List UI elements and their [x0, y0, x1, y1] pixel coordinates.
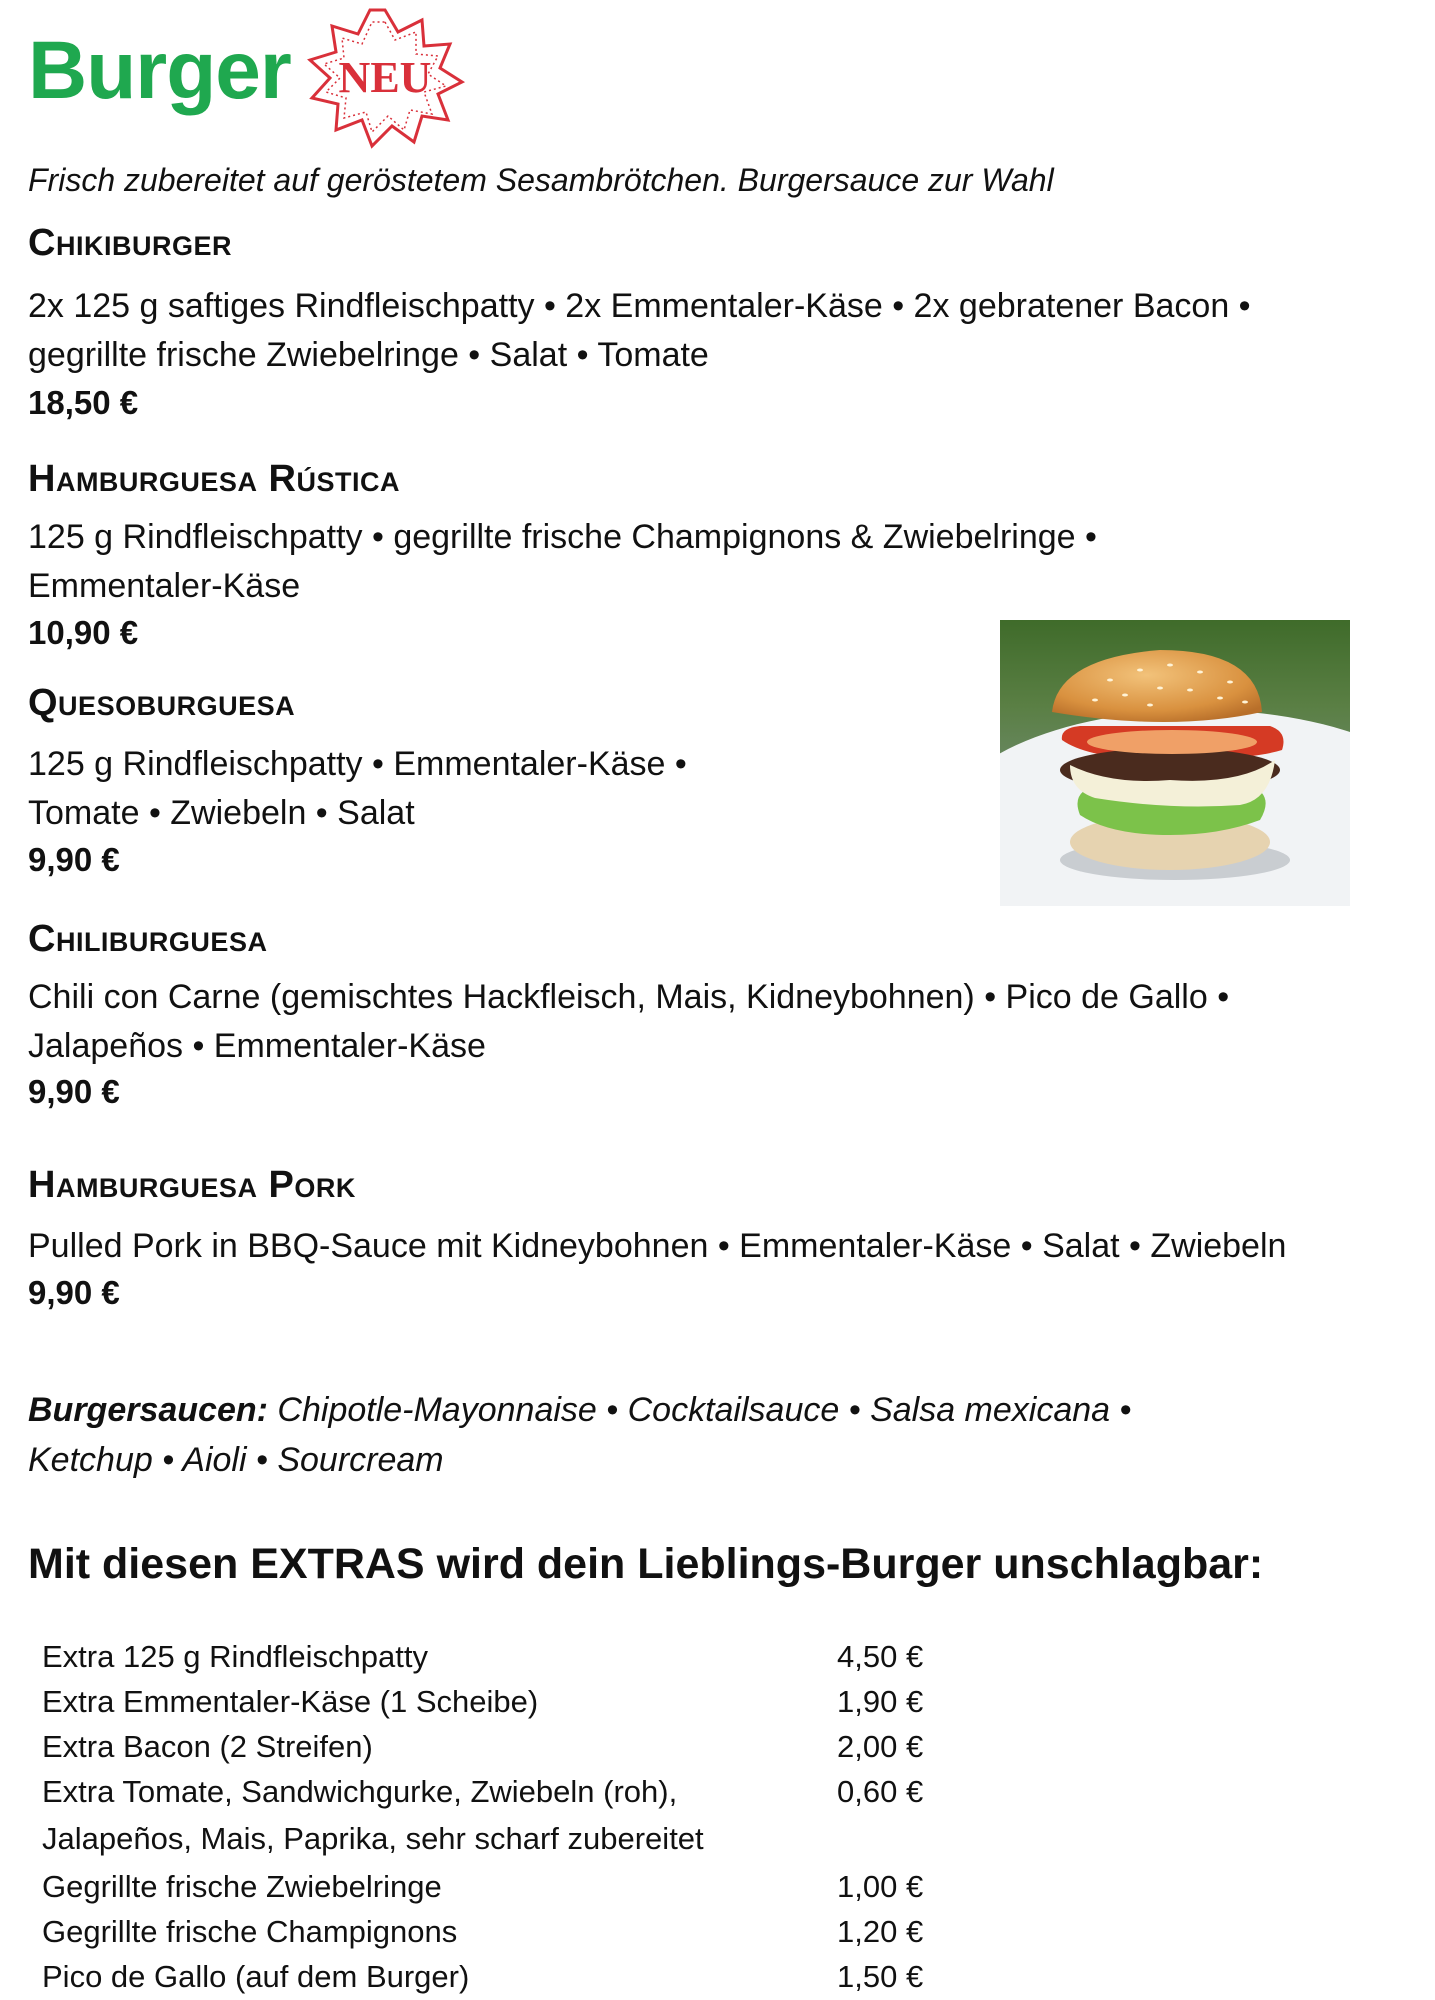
- list-item: Extra Emmentaler-Käse (1 Scheibe) 1,90 €: [42, 1684, 924, 1719]
- sauces-label: Burgersaucen:: [28, 1391, 268, 1429]
- item-name: Hamburguesa Pork: [28, 1164, 356, 1206]
- list-item: Extra Bacon (2 Streifen) 2,00 €: [42, 1729, 924, 1764]
- item-name: Chiliburguesa: [28, 918, 268, 960]
- new-badge: [300, 2, 470, 152]
- menu-subtitle: Frisch zubereitet auf geröstetem Sesambrötchen. Burgersauce zur Wahl: [28, 162, 1054, 198]
- item-price: 9,90 €: [28, 1274, 120, 1311]
- item-description: Pulled Pork in BBQ-Sauce mit Kidneybohnen • Emmentaler-Käse • Salat • Zwiebeln: [28, 1227, 1287, 1265]
- item-name: Hamburguesa Rústica: [28, 458, 400, 500]
- badge-label: NEU: [338, 52, 432, 102]
- item-price: 9,90 €: [28, 841, 120, 878]
- extras-heading: Mit diesen EXTRAS wird dein Lieblings-Burger unschlagbar:: [28, 1540, 1264, 1588]
- list-item: Gegrillte frische Zwiebelringe 1,00 €: [42, 1869, 924, 1904]
- extras-table: [42, 1634, 942, 1999]
- list-item: Jalapeños, Mais, Paprika, sehr scharf zubereitet: [42, 1821, 704, 1856]
- item-description: Chili con Carne (gemischtes Hackfleisch, Mais, Kidneybohnen) • Pico de Gallo • Jalapeños • Emmentaler-Käse: [28, 978, 1230, 1065]
- item-price: 10,90 €: [28, 614, 139, 651]
- list-item: Gegrillte frische Champignons 1,20 €: [42, 1914, 924, 1949]
- item-price: 18,50 €: [28, 384, 139, 421]
- burger-photo: [1000, 620, 1350, 906]
- page-title: Burger: [28, 25, 291, 116]
- list-item: Extra 125 g Rindfleischpatty 4,50 €: [42, 1639, 924, 1674]
- item-price: 9,90 €: [28, 1073, 120, 1110]
- list-item: Pico de Gallo (auf dem Burger) 1,50 €: [42, 1959, 924, 1994]
- item-description: 2x 125 g saftiges Rindfleischpatty • 2x Emmentaler-Käse • 2x gebratener Bacon • gegrillte frische Zwiebelringe • Salat • Tomate: [28, 287, 1251, 374]
- list-item: Extra Tomate, Sandwichgurke, Zwiebeln (roh), 0,60 €: [42, 1774, 924, 1809]
- item-name: Quesoburguesa: [28, 682, 296, 724]
- item-description: 125 g Rindfleischpatty • gegrillte frische Champignons & Zwiebelringe • Emmentaler-Käse: [28, 518, 1097, 605]
- item-name: Chikiburger: [28, 222, 232, 264]
- sauces-list: Burgersaucen: Chipotle-Mayonnaise • Cocktailsauce • Salsa mexicana • Ketchup • Aioli • Sourcream: [28, 1391, 1132, 1479]
- item-description: 125 g Rindfleischpatty • Emmentaler-Käse • Tomate • Zwiebeln • Salat: [28, 745, 687, 832]
